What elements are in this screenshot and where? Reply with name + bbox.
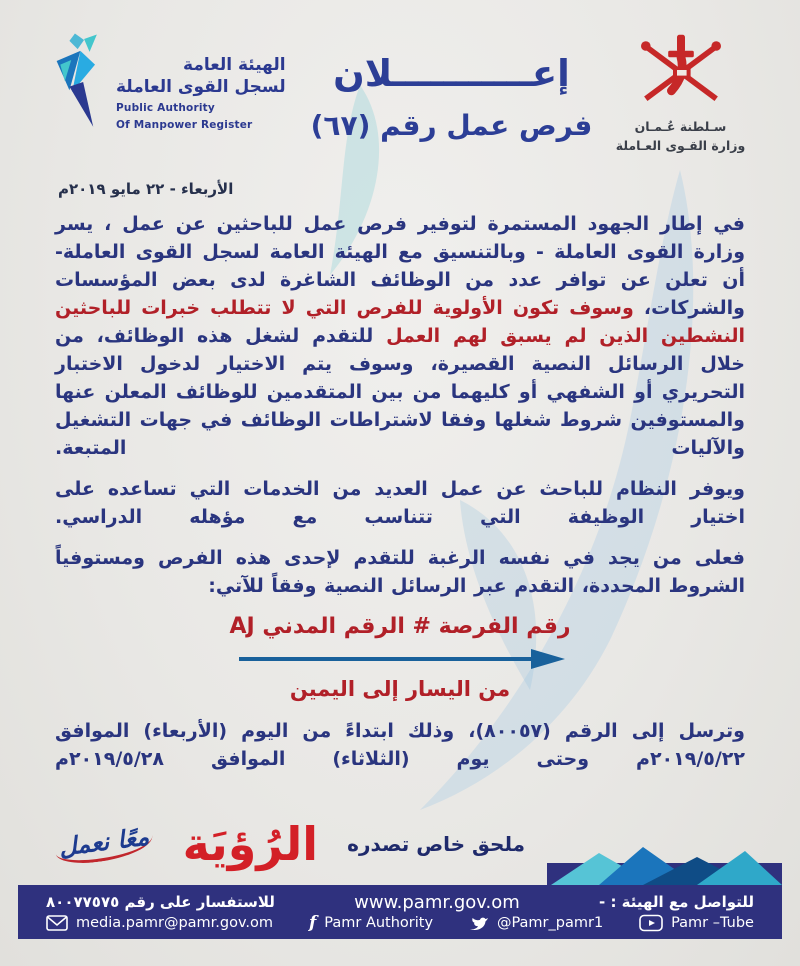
p1-priority-highlight: وسوف تكون الأولوية للفرص التي لا تتطلب خبرات للباحثين النشطين الذين لم يسبق لهم العمل <box>55 297 745 347</box>
twitter-icon <box>469 915 489 932</box>
slogan-wrap <box>53 822 155 867</box>
header <box>42 28 758 168</box>
pamr-logo-text <box>116 28 286 168</box>
youtube-handle: Pamr –Tube <box>671 915 754 932</box>
paragraph-intro <box>55 210 745 462</box>
sms-format-block <box>55 614 745 701</box>
paragraph-apply-invitation: فعلى من يجد في نفسه الرغبة للتقدم لإحدى هذه الفرص ومستوفياً الشروط المحددة، التقدم عبر الرسائل النصية وفقاً للآتي: <box>55 547 745 597</box>
email-item <box>46 914 273 932</box>
ministry-logo <box>603 28 758 168</box>
pamr-figure-icon <box>42 28 106 136</box>
footer-row-contact <box>46 892 754 913</box>
announcement-body <box>55 210 745 786</box>
footer-bar <box>18 885 782 939</box>
paragraph-sending-details: وترسل إلى الرقم (٨٠٠٥٧)، وذلك ابتداءً من اليوم (الأربعاء) الموافق ٢٠١٩/٥/٢٢م وحتى يوم (الثلاثاء) الموافق ٢٠١٩/٥/٢٨م <box>55 720 745 770</box>
sms-direction-note: من اليسار إلى اليمين <box>289 677 511 701</box>
alroya-newspaper-logo: الرُؤيَة <box>182 817 318 871</box>
paragraph-system-services: ويوفر النظام للباحث عن عمل العديد من الخدمات التي تساعده على اختيار الوظيفة التي تتناسب مع مؤهله الدراسي. <box>55 478 745 528</box>
date-line: الأربعاء - ٢٢ مايو ٢٠١٩م <box>58 180 234 198</box>
pamr-name-ar-1: الهيئة العامة <box>183 55 286 75</box>
ministry-name-line2: وزارة القـوى العـاملة <box>615 138 746 153</box>
facebook-icon: f <box>308 913 317 934</box>
p1-navy-1: في إطار الجهود المستمرة لتوفير فرص عمل للباحثين عن عمل ، يسر وزارة القوى العاملة - وبالتنسيق مع الهيئة العامة لسجل القوى العاملة- أن تعلن عن توافر عدد من الوظائف الشاغرة لدى بعض المؤسسات والشركات، <box>55 213 745 319</box>
youtube-item <box>639 914 754 932</box>
ministry-name-line1: سـلطنة عُـمـان <box>634 119 727 134</box>
oman-emblem-icon <box>633 28 729 112</box>
page-subtitle: فرص عمل رقم (٦٧) <box>310 109 593 142</box>
twitter-item <box>469 915 603 932</box>
inquiry-number: للاستفسار على رقم ٨٠٠٧٧٥٧٥ <box>46 893 275 912</box>
pamr-name-ar-2: لسجل القوى العاملة <box>116 77 286 97</box>
together-we-work-slogan: معًا نعمل <box>53 822 155 867</box>
footer-row-social <box>46 914 754 932</box>
page-title: إعـــــــــــلان <box>333 52 570 95</box>
youtube-icon <box>639 914 663 932</box>
pamr-name-en-1: Public Authority <box>116 102 215 114</box>
p1-navy-2: للتقدم لشغل هذه الوظائف، من خلال الرسائل النصية القصيرة، وسوف يتم الاختيار لدخول الاختبار التحريري أو الشفهي أو كليهما من بين المتقدمين للوظائف المعلن عنها والمستوفين شروط شغلها وفقا لاشتراطات الوظائف في جهات التشغيل والآليات المتبعة. <box>55 325 745 459</box>
facebook-handle: Pamr Authority <box>324 915 434 932</box>
announcement-title-block <box>311 52 593 168</box>
twitter-handle: @Pamr_pamr1 <box>496 915 604 932</box>
contact-label: للتواصل مع الهيئة : - <box>599 893 754 912</box>
email-address: media.pamr@pamr.gov.om <box>76 915 274 932</box>
geometric-band-decoration <box>547 847 782 885</box>
pamr-logo <box>42 28 300 168</box>
arrow-right-icon <box>235 647 565 671</box>
sms-format-text: رقم الفرصة # الرقم المدني AJ <box>229 614 571 639</box>
pamr-name-en-2: Of Manpower Register <box>116 119 253 131</box>
envelope-icon <box>46 914 68 932</box>
issued-by-label: ملحق خاص تصدره <box>347 832 525 856</box>
supplement-row <box>55 806 525 882</box>
website-url: www.pamr.gov.om <box>354 891 520 913</box>
facebook-item <box>309 914 433 932</box>
